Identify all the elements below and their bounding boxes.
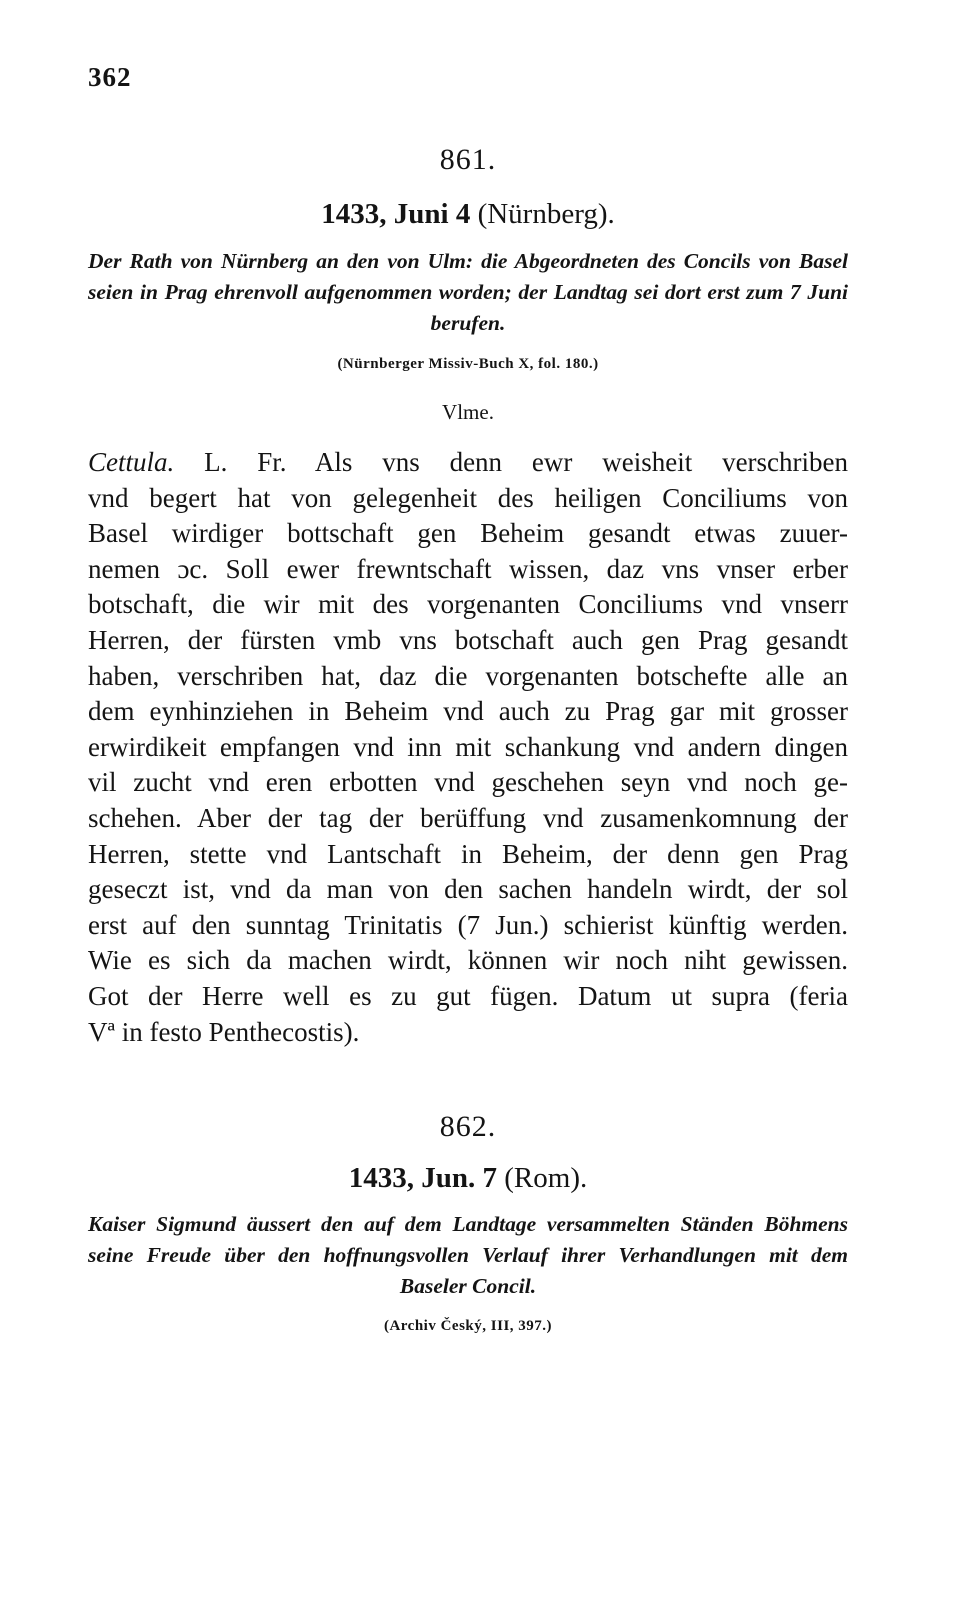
- body-line: [88, 445, 848, 481]
- entry-summary: Kaiser Sigmund äussert den auf dem Landtage versammelten Ständen Böhmens seine Freude über den hoffnungsvollen Verlauf ihrer Verhandlungen mit dem Baseler Concil.: [88, 1212, 848, 1298]
- body-line: Vª in festo Penthecostis).: [88, 1016, 360, 1047]
- entry-number: 862.: [439, 1110, 497, 1143]
- body-line: vil zucht vnd eren erbotten vnd geschehen seyn vnd noch ge-: [88, 767, 848, 798]
- letter-addressee: Vlme.: [442, 400, 494, 424]
- body-line: Wie es sich da machen wirdt, können wir noch niht gewissen.: [88, 945, 848, 976]
- body-line: Herren, stette vnd Lantschaft in Beheim, der denn gen Prag: [88, 838, 848, 869]
- document-page: [88, 0, 848, 1616]
- body-line: schehen. Aber der tag der berüffung vnd zusamenkomnung der: [88, 802, 848, 833]
- entry-date-value: 1433, Juni 4: [321, 198, 471, 230]
- body-line-text: Als vns denn ewr weisheit verschriben: [314, 447, 849, 477]
- body-line: botschaft, die wir mit des vorgenanten Conciliums vnd vnserr: [88, 589, 848, 620]
- entry-place: (Rom).: [504, 1162, 588, 1194]
- body-line: Got der Herre well es zu gut fügen. Datum ut supra (feria: [88, 980, 848, 1011]
- entry-number: 861.: [439, 143, 497, 176]
- entry-place: (Nürnberg).: [477, 198, 615, 230]
- body-line: vnd begert hat von gelegenheit des heiligen Conciliums von: [88, 482, 848, 513]
- letter-body: [88, 445, 848, 1050]
- body-line: Basel wirdiger bottschaft gen Beheim gesandt etwas zuuer-: [88, 518, 848, 549]
- body-line: dem eynhinziehen in Beheim vnd auch zu Prag gar mit grosser: [88, 696, 848, 727]
- entry-source: (Nürnberger Missiv-Buch X, fol. 180.): [337, 356, 599, 372]
- body-line: erwirdikeit empfangen vnd inn mit schankung vnd andern dingen: [88, 731, 848, 762]
- entry-summary: Der Rath von Nürnberg an den von Ulm: die Abgeordneten des Concils von Basel seien in Prag ehrenvoll aufgenommen worden; der Landtag sei dort erst zum 7 Juni berufen.: [88, 249, 848, 335]
- body-lead-plain: L. Fr.: [204, 447, 287, 477]
- body-line: geseczt ist, vnd da man von den sachen handeln wirdt, der sol: [88, 874, 848, 905]
- entry-date: [88, 1162, 848, 1195]
- entry-date: [88, 198, 848, 231]
- body-line: erst auf den sunntag Trinitatis (7 Jun.) schierist künftig werden.: [88, 909, 848, 940]
- entry-source: (Archiv Český, III, 397.): [383, 1318, 553, 1334]
- body-lead-italic: Cettula.: [88, 447, 175, 477]
- body-line: nemen ɔc. Soll ewer frewntschaft wissen, daz vns vnser erber: [88, 553, 848, 584]
- entry-date-value: 1433, Jun. 7: [348, 1162, 498, 1194]
- page-number: 362: [88, 62, 132, 92]
- body-line: haben, verschriben hat, daz die vorgenanten botschefte alle an: [88, 660, 848, 691]
- body-line: Herren, der fürsten vmb vns botschaft auch gen Prag gesandt: [88, 624, 848, 655]
